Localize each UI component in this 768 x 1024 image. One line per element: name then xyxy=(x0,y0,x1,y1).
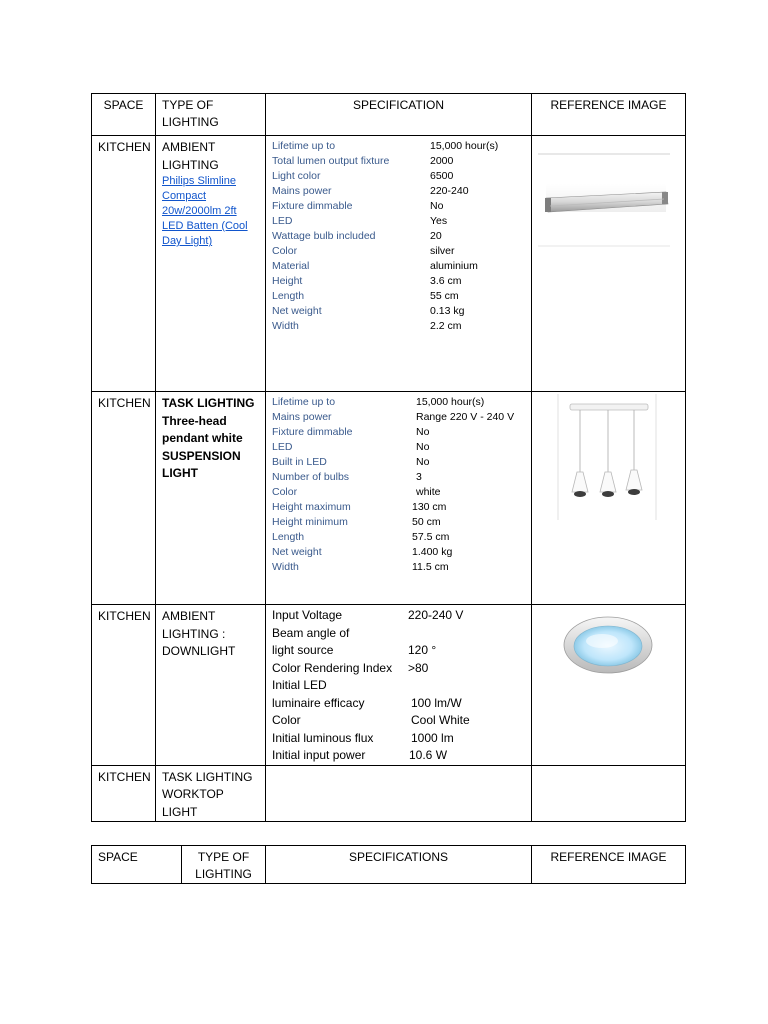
spec-value: 55 cm xyxy=(430,290,459,302)
spec-label: Height maximum xyxy=(272,501,351,513)
type-line: DOWNLIGHT xyxy=(162,644,236,658)
spec-label: Mains power xyxy=(272,185,332,197)
space-cell: KITCHEN xyxy=(98,609,151,623)
spec-label: Lifetime up to xyxy=(272,396,336,408)
spec-label: Beam angle of xyxy=(272,625,350,640)
spec-value: 220-240 V xyxy=(408,608,464,622)
empty-image-cell xyxy=(532,765,686,822)
spec-row xyxy=(272,677,527,695)
spec-value: 50 cm xyxy=(412,516,441,528)
type-cell xyxy=(156,766,265,822)
spec-label: Total lumen output fixture xyxy=(272,155,390,167)
space-cell: KITCHEN xyxy=(98,769,151,784)
spec-value: No xyxy=(416,441,430,453)
spec-label: Color xyxy=(272,486,298,498)
spec-label: Mains power xyxy=(272,411,332,423)
type-line: LIGHT xyxy=(162,466,198,480)
header-reference-image: REFERENCE IMAGE xyxy=(550,850,667,864)
table-row xyxy=(92,136,686,392)
spec-label: Initial luminous flux xyxy=(272,730,374,745)
spec-label: Initial input power xyxy=(272,748,366,762)
spec-label: LED xyxy=(272,441,293,453)
spec-label: light source xyxy=(272,643,334,657)
spec-row xyxy=(272,607,527,625)
spec-value: aluminium xyxy=(430,260,478,272)
spec-value: 20 xyxy=(430,230,442,242)
spec-value: >80 xyxy=(408,660,429,675)
spec-label: Input Voltage xyxy=(272,608,343,622)
table-row xyxy=(92,392,686,605)
spec-row xyxy=(272,440,526,455)
spec-label: Number of bulbs xyxy=(272,471,350,483)
table-header-row xyxy=(92,846,686,884)
spec-value: 15,000 hour(s) xyxy=(430,140,499,152)
spec-row xyxy=(272,169,526,184)
spec-value: No xyxy=(416,426,430,438)
spec-row xyxy=(272,747,527,765)
spec-value: No xyxy=(430,200,444,212)
spec-row xyxy=(272,214,526,229)
header-type: TYPE OF LIGHTING xyxy=(162,98,219,129)
spec-row xyxy=(272,229,526,244)
spec-row xyxy=(272,395,526,410)
spec-label: Fixture dimmable xyxy=(272,426,353,438)
spec-label: Wattage bulb included xyxy=(272,230,376,242)
spec-value: 10.6 W xyxy=(409,748,448,762)
type-line: SUSPENSION xyxy=(162,448,241,463)
type-line: TASK LIGHTING xyxy=(162,769,253,784)
header-specifications: SPECIFICATIONS xyxy=(348,850,449,864)
header-space: SPACE xyxy=(98,850,138,864)
spec-value: No xyxy=(416,456,430,468)
spec-label: Material xyxy=(272,260,310,272)
spec-label: Color xyxy=(272,713,301,727)
spec-value: 2.2 cm xyxy=(430,320,462,332)
spec-row xyxy=(272,139,526,154)
spec-row xyxy=(272,485,526,500)
spec-list xyxy=(266,392,531,575)
spec-row xyxy=(272,712,527,730)
spec-label: Net weight xyxy=(272,305,322,317)
spec-row xyxy=(272,500,526,515)
spec-row xyxy=(272,642,527,660)
type-line: LIGHTING : xyxy=(162,626,226,641)
spec-row xyxy=(272,470,526,485)
spec-label: Net weight xyxy=(272,546,322,558)
space-cell: KITCHEN xyxy=(98,396,151,410)
spec-row xyxy=(272,530,526,545)
header-space: SPACE xyxy=(103,98,144,112)
spec-row xyxy=(272,410,526,425)
spec-value: 3.6 cm xyxy=(430,275,462,287)
spec-value: 3 xyxy=(416,471,422,483)
type-cell xyxy=(156,136,265,249)
spec-label: Length xyxy=(272,290,305,302)
table-row xyxy=(92,765,686,822)
table-header-row xyxy=(92,94,686,136)
spec-row xyxy=(272,730,527,748)
type-line: Three-head xyxy=(162,413,227,428)
spec-label: Color Rendering Index xyxy=(272,660,393,675)
spec-row xyxy=(272,304,526,319)
product-link-line[interactable]: LED Batten (Cool xyxy=(162,220,248,232)
downlight-image xyxy=(532,607,684,697)
spec-value: 15,000 hour(s) xyxy=(416,396,485,408)
spec-value: silver xyxy=(430,245,455,257)
spec-row xyxy=(272,154,526,169)
pendant-light-image xyxy=(532,392,684,532)
type-line: LIGHTING xyxy=(162,157,219,172)
spec-value: 57.5 cm xyxy=(412,531,450,543)
spec-value: 2000 xyxy=(430,155,454,167)
product-link-line[interactable]: Philips Slimline xyxy=(162,175,236,187)
spec-row xyxy=(272,545,526,560)
spec-row xyxy=(272,425,526,440)
spec-label: luminaire efficacy xyxy=(272,695,365,710)
spec-row xyxy=(272,515,526,530)
header-reference-image: REFERENCE IMAGE xyxy=(550,98,667,112)
second-lighting-table xyxy=(91,845,686,884)
spec-row xyxy=(272,625,527,643)
spec-label: Lifetime up to xyxy=(272,140,336,152)
spec-label: Built in LED xyxy=(272,456,327,468)
spec-label: Fixture dimmable xyxy=(272,200,353,212)
spec-label: Initial LED xyxy=(272,678,327,692)
spec-value: 6500 xyxy=(430,170,454,182)
type-line: AMBIENT xyxy=(162,140,216,154)
spec-value: 100 lm/W xyxy=(411,695,462,710)
product-link-line[interactable]: Day Light) xyxy=(162,235,213,247)
table-row xyxy=(92,605,686,766)
spec-list xyxy=(266,605,531,765)
spec-value: white xyxy=(416,486,441,498)
type-cell xyxy=(156,392,265,483)
header-type: TYPE OF LIGHTING xyxy=(195,850,252,881)
led-batten-image xyxy=(532,146,684,266)
spec-value: Yes xyxy=(430,215,448,227)
spec-label: Width xyxy=(272,320,299,332)
lighting-table xyxy=(91,93,686,822)
spec-row xyxy=(272,199,526,214)
product-link[interactable] xyxy=(162,174,259,249)
spec-value: 220-240 xyxy=(430,185,469,197)
type-cell xyxy=(156,605,265,661)
type-line: AMBIENT xyxy=(162,609,216,623)
spec-row xyxy=(272,274,526,289)
spec-value: Cool White xyxy=(411,713,470,727)
type-line: WORKTOP LIGHT xyxy=(162,787,224,819)
product-link-line[interactable]: 20w/2000lm 2ft xyxy=(162,205,237,217)
spec-row xyxy=(272,184,526,199)
spec-row xyxy=(272,244,526,259)
spec-row xyxy=(272,660,527,678)
spec-row xyxy=(272,259,526,274)
spec-row xyxy=(272,455,526,470)
header-specification: SPECIFICATION xyxy=(352,98,445,112)
spec-row xyxy=(272,289,526,304)
spec-row xyxy=(272,319,526,334)
spec-label: Height minimum xyxy=(272,516,348,528)
spec-value: 1.400 kg xyxy=(412,546,453,558)
product-link-line[interactable]: Compact xyxy=(162,190,207,202)
spec-label: Width xyxy=(272,561,299,573)
spec-label: Length xyxy=(272,531,305,543)
spec-value: 1000 lm xyxy=(411,730,454,745)
spec-label: Color xyxy=(272,245,298,257)
spec-value: 11.5 cm xyxy=(412,561,449,573)
type-line: pendant white xyxy=(162,431,243,445)
type-line: TASK LIGHTING xyxy=(162,396,255,410)
spec-row xyxy=(272,560,526,575)
spec-list xyxy=(266,136,531,334)
empty-spec-cell xyxy=(266,765,532,822)
spec-label: Light color xyxy=(272,170,321,182)
space-cell: KITCHEN xyxy=(98,140,151,154)
spec-label: LED xyxy=(272,215,293,227)
spec-label: Height xyxy=(272,275,303,287)
spec-value: 130 cm xyxy=(412,501,447,513)
spec-value: Range 220 V - 240 V xyxy=(416,411,515,423)
spec-value: 120 ° xyxy=(408,643,437,657)
spec-value: 0.13 kg xyxy=(430,305,465,317)
spec-row xyxy=(272,695,527,713)
